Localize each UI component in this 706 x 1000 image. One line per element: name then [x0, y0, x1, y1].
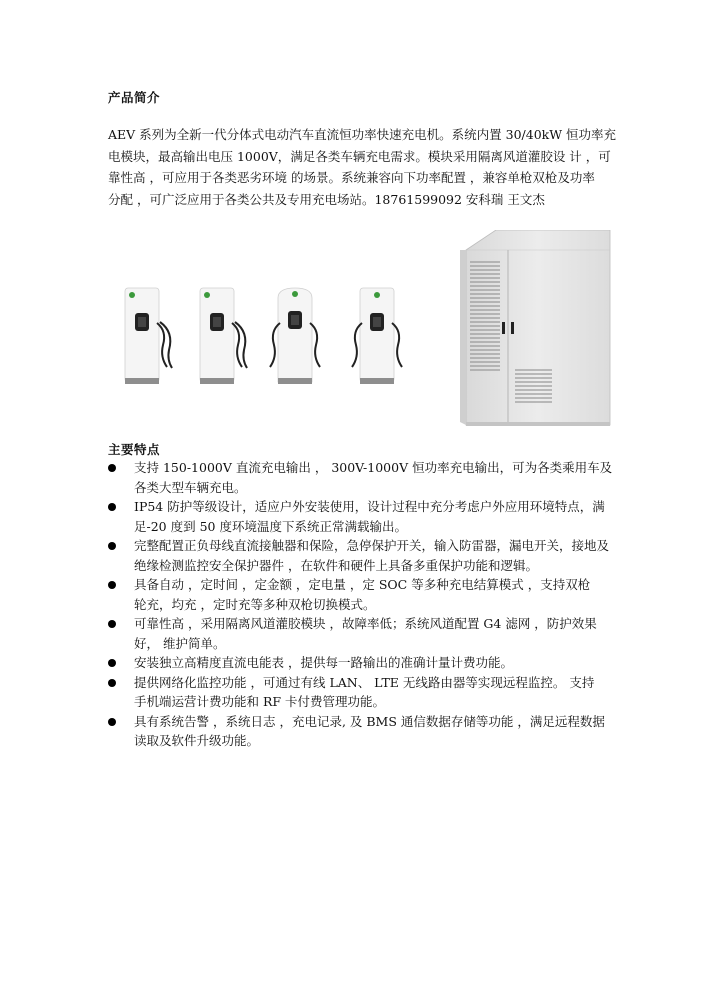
- charger-pile-image: [352, 288, 402, 384]
- charger-pile-image: [200, 288, 247, 384]
- list-item-line: 读取及软件升级功能。: [134, 733, 260, 748]
- list-item: [108, 712, 603, 751]
- list-item-line: 手机端运营计费功能和 RF 卡付费管理功能。: [134, 694, 386, 709]
- power-cabinet-image: [460, 230, 610, 426]
- list-item-line: 好， 维护简单。: [134, 635, 226, 651]
- list-item: [108, 653, 603, 673]
- bullet-icon: [108, 581, 116, 589]
- list-item-line: 足-20 度到 50 度环境温度下系统正常满载输出。: [134, 518, 407, 534]
- list-item-line: 具有系统告警 ，系统日志 ，充电记录, 及 BMS 通信数据存储等功能 ，满足远程数据: [134, 713, 605, 729]
- product-images: [115, 230, 615, 440]
- list-item-line: 可靠性高 ，采用隔离风道灌胶模块 ，故障率低；系统风道配置 G4 滤网 ，防护效果: [134, 616, 597, 631]
- list-item-line: 具备自动 ，定时间 ，定金额 ，定电量 ，定 SOC 等多种充电结算模式 ，支持双枪: [134, 577, 591, 592]
- list-item-line: 安装独立高精度直流电能表 ，提供每一路输出的准确计量计费功能。: [134, 655, 513, 670]
- list-item: [108, 497, 603, 536]
- list-item-line: 提供网络化监控功能 ，可通过有线 LAN、 LTE 无线路由器等实现远程监控。 支持: [134, 674, 595, 690]
- features-list: [108, 458, 613, 751]
- intro-line: AEV 系列为全新一代分体式电动汽车直流恒功率快速充电机。系统内置 30/40kW 恒功率充: [108, 127, 617, 142]
- intro-line: 靠性高 ，可应用于各类恶劣环境 的场景。系统兼容向下功率配置 ，兼容单枪双枪及功率: [108, 170, 595, 185]
- intro-line: 分配 ，可广泛应用于各类公共及专用充电场站。18761599092 安科瑞 王文杰: [108, 191, 545, 207]
- bullet-icon: [108, 503, 116, 511]
- bullet-icon: [108, 679, 116, 687]
- list-item-line: IP54 防护等级设计，适应户外安装使用，设计过程中充分考虑户外应用环境特点，满: [134, 499, 605, 514]
- bullet-icon: [108, 620, 116, 628]
- list-item-line: 支持 150-1000V 直流充电输出 ， 300V-1000V 恒功率充电输出，可为各类乘用车及: [134, 460, 613, 475]
- bullet-icon: [108, 659, 116, 667]
- list-item-line: 完整配置正负母线直流接触器和保险，急停保护开关，输入防雷器，漏电开关，接地及: [134, 538, 610, 553]
- charger-pile-image: [270, 288, 320, 384]
- charger-pile-image: [125, 288, 172, 384]
- bullet-icon: [108, 542, 116, 550]
- list-item: [108, 673, 603, 712]
- intro-line: 电模块，最高输出电压 1000V，满足各类车辆充电需求。模块采用隔离风道灌胶设 计 ，可: [108, 148, 611, 164]
- intro-title: 产品简介: [108, 90, 161, 105]
- list-item: [108, 614, 603, 653]
- list-item-line: 轮充，均充 ，定时充等多种双枪切换模式。: [134, 596, 376, 612]
- bullet-icon: [108, 718, 116, 726]
- list-item-line: 各类大型车辆充电。: [134, 479, 247, 495]
- list-item: [108, 458, 613, 497]
- features-title: 主要特点: [108, 442, 161, 457]
- intro-paragraph: [108, 124, 617, 210]
- bullet-icon: [108, 464, 116, 472]
- list-item: [108, 575, 603, 614]
- list-item-line: 绝缘检测监控安全保护器件 ，在软件和硬件上具备多重保护功能和逻辑。: [134, 557, 538, 573]
- list-item: [108, 536, 610, 575]
